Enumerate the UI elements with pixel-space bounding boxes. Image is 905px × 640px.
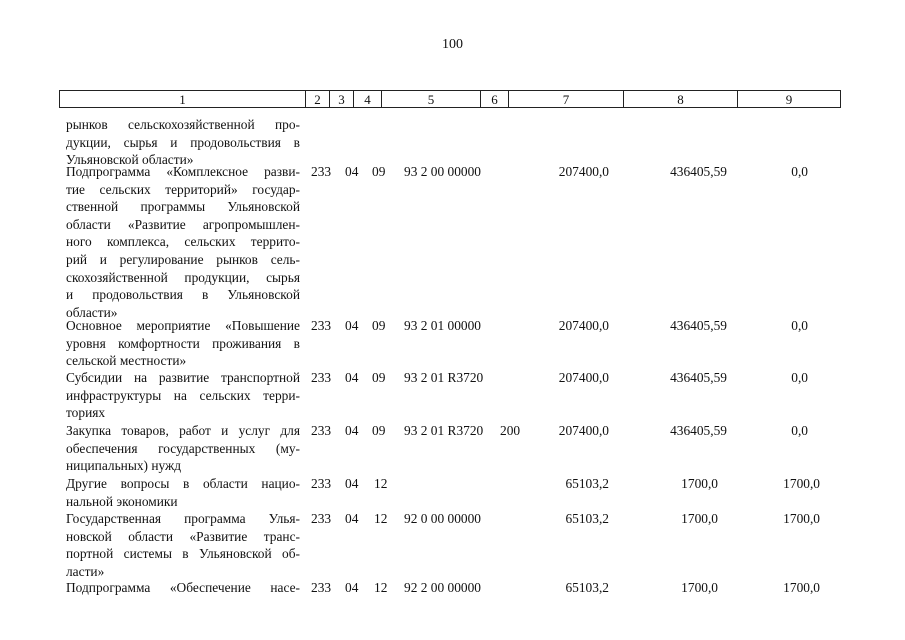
row-description (66, 422, 300, 475)
row-description (66, 475, 300, 510)
cell-amount-col8: 436405,59 (670, 423, 727, 438)
cell-admin-code: 233 (311, 476, 332, 491)
description-line: Субсидии на развитие транспортной (66, 370, 300, 385)
header-col-4: 4 (354, 91, 382, 107)
cell-amount-col9: 0,0 (791, 164, 808, 179)
cell-amount-col7: 207400,0 (558, 318, 609, 333)
row-description (66, 116, 300, 169)
cell-amount-col8: 436405,59 (670, 370, 727, 385)
header-col-1: 1 (60, 91, 306, 107)
description-line: новской области «Развитие транс- (66, 528, 300, 544)
cell-section: 04 (345, 318, 359, 333)
cell-subsection: 09 (372, 370, 386, 385)
cell-amount-col9: 1700,0 (783, 476, 820, 491)
cell-subsection: 09 (372, 423, 386, 438)
cell-subsection: 09 (372, 164, 386, 179)
cell-subsection: 12 (374, 511, 388, 526)
description-line: дукции, сырья и продовольствия в (66, 134, 300, 150)
cell-admin-code: 233 (311, 318, 332, 333)
cell-amount-col7: 65103,2 (565, 580, 609, 595)
description-line: области «Развитие агропромышлен- (66, 216, 300, 232)
cell-subsection: 09 (372, 318, 386, 333)
header-col-3: 3 (330, 91, 354, 107)
description-line: рий и регулирование рынков сель- (66, 251, 300, 267)
row-description (66, 579, 300, 597)
cell-subsection: 12 (374, 476, 388, 491)
header-col-5: 5 (382, 91, 481, 107)
row-description (66, 510, 300, 580)
header-col-9: 9 (785, 92, 793, 107)
row-description (66, 369, 300, 422)
description-line: области» (66, 304, 118, 320)
description-line: портной системы в Ульяновской об- (66, 546, 300, 562)
cell-expense-type: 200 (500, 423, 521, 438)
cell-amount-col9: 0,0 (791, 370, 808, 385)
header-col-7: 7 (509, 91, 624, 107)
cell-amount-col7: 207400,0 (558, 423, 609, 438)
cell-section: 04 (345, 370, 359, 385)
cell-section: 04 (345, 511, 359, 526)
description-line: нальной экономики (66, 493, 178, 509)
cell-section: 04 (345, 423, 359, 438)
description-line: уровня комфортности проживания в (66, 335, 300, 351)
description-line: рынков сельскохозяйственной про- (66, 117, 300, 132)
cell-amount-col8: 436405,59 (670, 164, 727, 179)
cell-amount-col8: 1700,0 (681, 476, 718, 491)
description-line: Другие вопросы в области нацио- (66, 476, 300, 491)
row-description (66, 163, 300, 321)
cell-target-article: 93 2 01 00000 (404, 318, 481, 333)
description-line: ственной программы Ульяновской (66, 199, 300, 215)
cell-amount-col9: 0,0 (791, 318, 808, 333)
description-line: тие сельских территорий» государ- (66, 181, 300, 197)
description-line: Подпрограмма «Комплексное разви- (66, 164, 300, 179)
description-line: и продовольствия в Ульяновской (66, 287, 300, 303)
description-line: инфраструктуры на сельских терри- (66, 387, 300, 403)
cell-target-article: 93 2 01 R3720 (404, 423, 484, 438)
cell-amount-col8: 1700,0 (681, 511, 718, 526)
cell-admin-code: 233 (311, 423, 332, 438)
cell-admin-code: 233 (311, 164, 332, 179)
cell-section: 04 (345, 164, 359, 179)
cell-amount-col9: 1700,0 (783, 580, 820, 595)
row-description (66, 317, 300, 370)
page-number: 100 (442, 37, 463, 52)
cell-amount-col9: 0,0 (791, 423, 808, 438)
cell-section: 04 (345, 580, 359, 595)
description-line: скохозяйственной продукции, сырья (66, 269, 300, 285)
description-line: сельской местности» (66, 353, 187, 369)
cell-amount-col8: 1700,0 (681, 580, 718, 595)
cell-amount-col7: 207400,0 (558, 370, 609, 385)
cell-admin-code: 233 (311, 580, 332, 595)
cell-target-article: 92 0 00 00000 (404, 511, 481, 526)
description-line: Государственная программа Улья- (66, 511, 300, 526)
description-line: Ульяновской области» (66, 152, 194, 168)
cell-amount-col7: 65103,2 (565, 511, 609, 526)
header-col-2: 2 (306, 91, 330, 107)
cell-target-article: 92 2 00 00000 (404, 580, 481, 595)
description-line: ниципальных) нужд (66, 458, 182, 474)
description-line: обеспечения государственных (му- (66, 440, 300, 456)
header-col-6: 6 (481, 91, 509, 107)
description-line: ного комплекса, сельских террито- (66, 234, 300, 250)
description-line: Подпрограмма «Обеспечение насе- (66, 580, 300, 595)
cell-target-article: 93 2 00 00000 (404, 164, 481, 179)
description-line: Закупка товаров, работ и услуг для (66, 423, 300, 438)
cell-amount-col7: 65103,2 (565, 476, 609, 491)
cell-subsection: 12 (374, 580, 388, 595)
description-line: Основное мероприятие «Повышение (66, 318, 300, 333)
description-line: ториях (66, 405, 106, 421)
cell-section: 04 (345, 476, 359, 491)
cell-admin-code: 233 (311, 370, 332, 385)
description-line: ласти» (66, 563, 105, 579)
cell-amount-col8: 436405,59 (670, 318, 727, 333)
cell-amount-col7: 207400,0 (558, 164, 609, 179)
header-col-8: 8 (624, 91, 738, 107)
cell-target-article: 93 2 01 R3720 (404, 370, 484, 385)
cell-admin-code: 233 (311, 511, 332, 526)
cell-amount-col9: 1700,0 (783, 511, 820, 526)
